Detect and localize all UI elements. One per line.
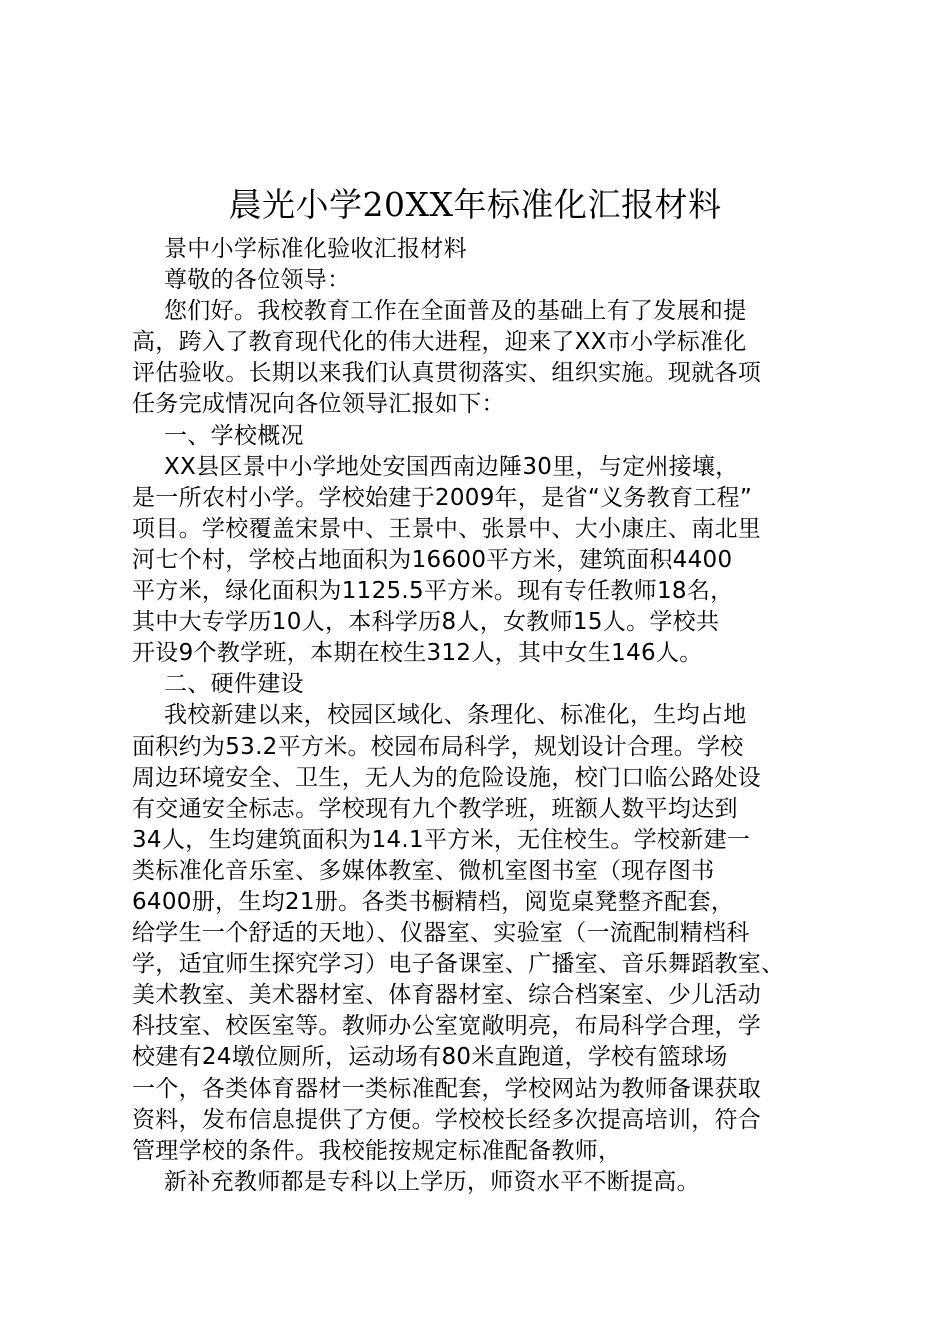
paragraph-line: 校建有24墩位厕所，运动场有80米直跑道，学校有篮球场 [132, 1044, 728, 1071]
paragraph-line: 学，适宜师生探究学习）电子备课室、广播室、音乐舞蹈教室、 [132, 951, 785, 978]
paragraph-line: 周边环境安全、卫生，无人为的危险设施，校门口临公路处设 [132, 764, 762, 791]
paragraph-line: 二、硬件建设 [164, 671, 304, 698]
paragraph-line: 资料，发布信息提供了方便。学校校长经多次提高培训，符合 [132, 1106, 762, 1133]
paragraph-line: 评估验收。长期以来我们认真贯彻落实、组织实施。现就各项 [132, 360, 762, 387]
paragraph-line: 新补充教师都是专科以上学历，师资水平不断提高。 [164, 1168, 700, 1195]
paragraph-line: 有交通安全标志。学校现有九个教学班，班额人数平均达到 [132, 795, 738, 822]
paragraph-line: 一个，各类体育器材一类标准配套，学校网站为教师备课获取 [132, 1075, 762, 1102]
paragraph-line: 平方米，绿化面积为1125.5平方米。现有专任教师18名， [132, 578, 734, 605]
paragraph-line: 河七个村，学校占地面积为16600平方米，建筑面积4400 [132, 546, 733, 573]
paragraph-line: 任务完成情况向各位领导汇报如下： [132, 391, 505, 418]
paragraph-line: 景中小学标准化验收汇报材料 [164, 236, 467, 262]
paragraph-line: 类标准化音乐室、多媒体教室、微机室图书室（现存图书 [132, 857, 715, 884]
paragraph-line: 6400册，生均21册。各类书橱精档，阅览桌凳整齐配套， [132, 888, 735, 915]
paragraph-line: 您们好。我校教育工作在全面普及的基础上有了发展和提 [164, 298, 747, 325]
paragraph-line: 科技室、校医室等。教师办公室宽敞明亮，布局科学合理，学 [132, 1013, 762, 1040]
paragraph-line: 给学生一个舒适的天地）、仪器室、实验室（一流配制精档科 [132, 920, 750, 947]
paragraph-line: 开设9个教学班，本期在校生312人，其中女生146人。 [132, 640, 703, 667]
paragraph-line: 美术教室、美术器材室、体育器材室、综合档案室、少儿活动 [132, 982, 762, 1009]
paragraph-line: 尊敬的各位领导： [164, 267, 351, 294]
paragraph-line: XX县区景中小学地处安国西南边陲30里，与定州接壤， [164, 453, 739, 480]
paragraph-line: 项目。学校覆盖宋景中、王景中、张景中、大小康庄、南北里 [132, 515, 762, 542]
document-title: 晨光小学20XX年标准化汇报材料 [228, 185, 722, 224]
paragraph-line: 高，跨入了教育现代化的伟大进程，迎来了XX市小学标准化 [132, 329, 747, 356]
document-body [132, 234, 832, 1198]
paragraph-line: 我校新建以来，校园区域化、条理化、标准化，生均占地 [164, 702, 747, 729]
paragraph-line: 34人，生均建筑面积为14.1平方米，无住校生。学校新建一 [132, 826, 751, 853]
paragraph-line: 管理学校的条件。我校能按规定标准配备教师， [132, 1137, 622, 1164]
paragraph-line: 其中大专学历10人，本科学历8人，女教师15人。学校共 [132, 609, 720, 636]
paragraph-line: 一、学校概况 [164, 422, 304, 449]
paragraph-line: 面积约为53.2平方米。校园布局科学，规划设计合理。学校 [132, 733, 744, 760]
paragraph-line: 是一所农村小学。学校始建于2009年，是省“义务教育工程” [132, 484, 753, 511]
